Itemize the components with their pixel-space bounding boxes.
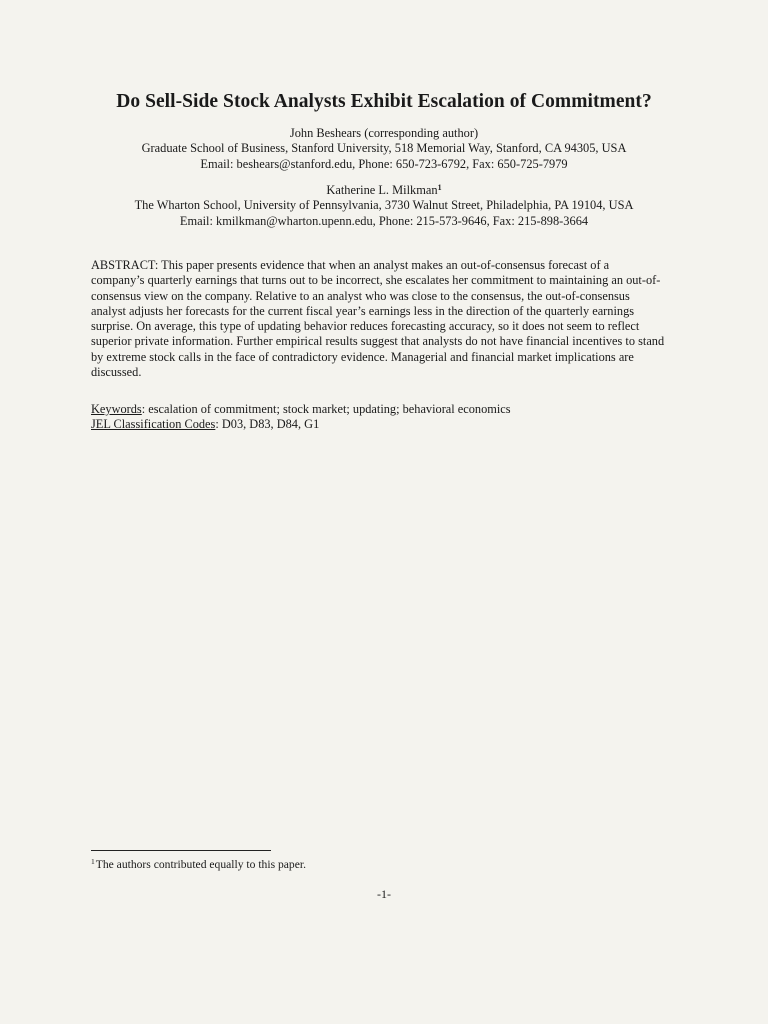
keywords-section <box>91 402 683 433</box>
abstract-line: analyst adjusts her forecasts for the current fiscal year’s earnings less in the direction of the quarterly earnings <box>91 303 635 318</box>
footnote-divider <box>91 850 271 851</box>
jel-label: JEL Classification Codes <box>91 417 216 432</box>
author-name-line <box>0 183 768 198</box>
author-affiliation: Graduate School of Business, Stanford University, 518 Memorial Way, Stanford, CA 94305, USA <box>141 141 627 156</box>
abstract <box>91 258 683 380</box>
footnote-mark: 1 <box>91 857 95 866</box>
abstract-line: by extreme stock calls in the face of contradictory evidence. Managerial and financial market implications are <box>91 349 634 364</box>
author-block-beshears <box>0 126 768 172</box>
abstract-line: surprise. On average, this type of updating behavior reduces forecasting accuracy, so it does not seem to reflect <box>91 319 640 334</box>
abstract-line: superior private information. Further empirical results suggest that analysts do not have financial incentives to stand <box>91 334 665 349</box>
footnote-marker: 1 <box>437 183 442 192</box>
abstract-line: discussed. <box>91 365 142 380</box>
footnote-text: The authors contributed equally to this paper. <box>95 858 306 871</box>
author-block-milkman <box>0 183 768 229</box>
jel-text: : D03, D83, D84, G1 <box>215 417 320 432</box>
abstract-line: consensus view on the company. Relative to an analyst who was close to the consensus, the out-of-consensus <box>91 288 630 303</box>
footnote <box>91 858 306 872</box>
author-contact: Email: kmilkman@wharton.upenn.edu, Phone: 215-573-9646, Fax: 215-898-3664 <box>179 213 589 228</box>
author-affiliation: The Wharton School, University of Pennsylvania, 3730 Walnut Street, Philadelphia, PA 19104, USA <box>134 198 634 213</box>
page-number: -1- <box>377 887 391 901</box>
abstract-line: ABSTRACT: This paper presents evidence that when an analyst makes an out-of-consensus forecast of a <box>91 258 610 272</box>
author-name: Katherine L. Milkman <box>326 183 438 197</box>
jel-line <box>91 417 683 432</box>
paper-title: Do Sell-Side Stock Analysts Exhibit Escalation of Commitment? <box>116 91 652 112</box>
abstract-line: company’s quarterly earnings that turns out to be incorrect, she escalates her commitment to maintaining an out-of- <box>91 273 661 288</box>
author-name: John Beshears (corresponding author) <box>289 126 479 140</box>
keywords-line <box>91 402 683 417</box>
keywords-text: : escalation of commitment; stock market; updating; behavioral economics <box>141 402 511 416</box>
author-contact: Email: beshears@stanford.edu, Phone: 650-723-6792, Fax: 650-725-7979 <box>200 156 568 171</box>
keywords-label: Keywords <box>91 402 142 416</box>
